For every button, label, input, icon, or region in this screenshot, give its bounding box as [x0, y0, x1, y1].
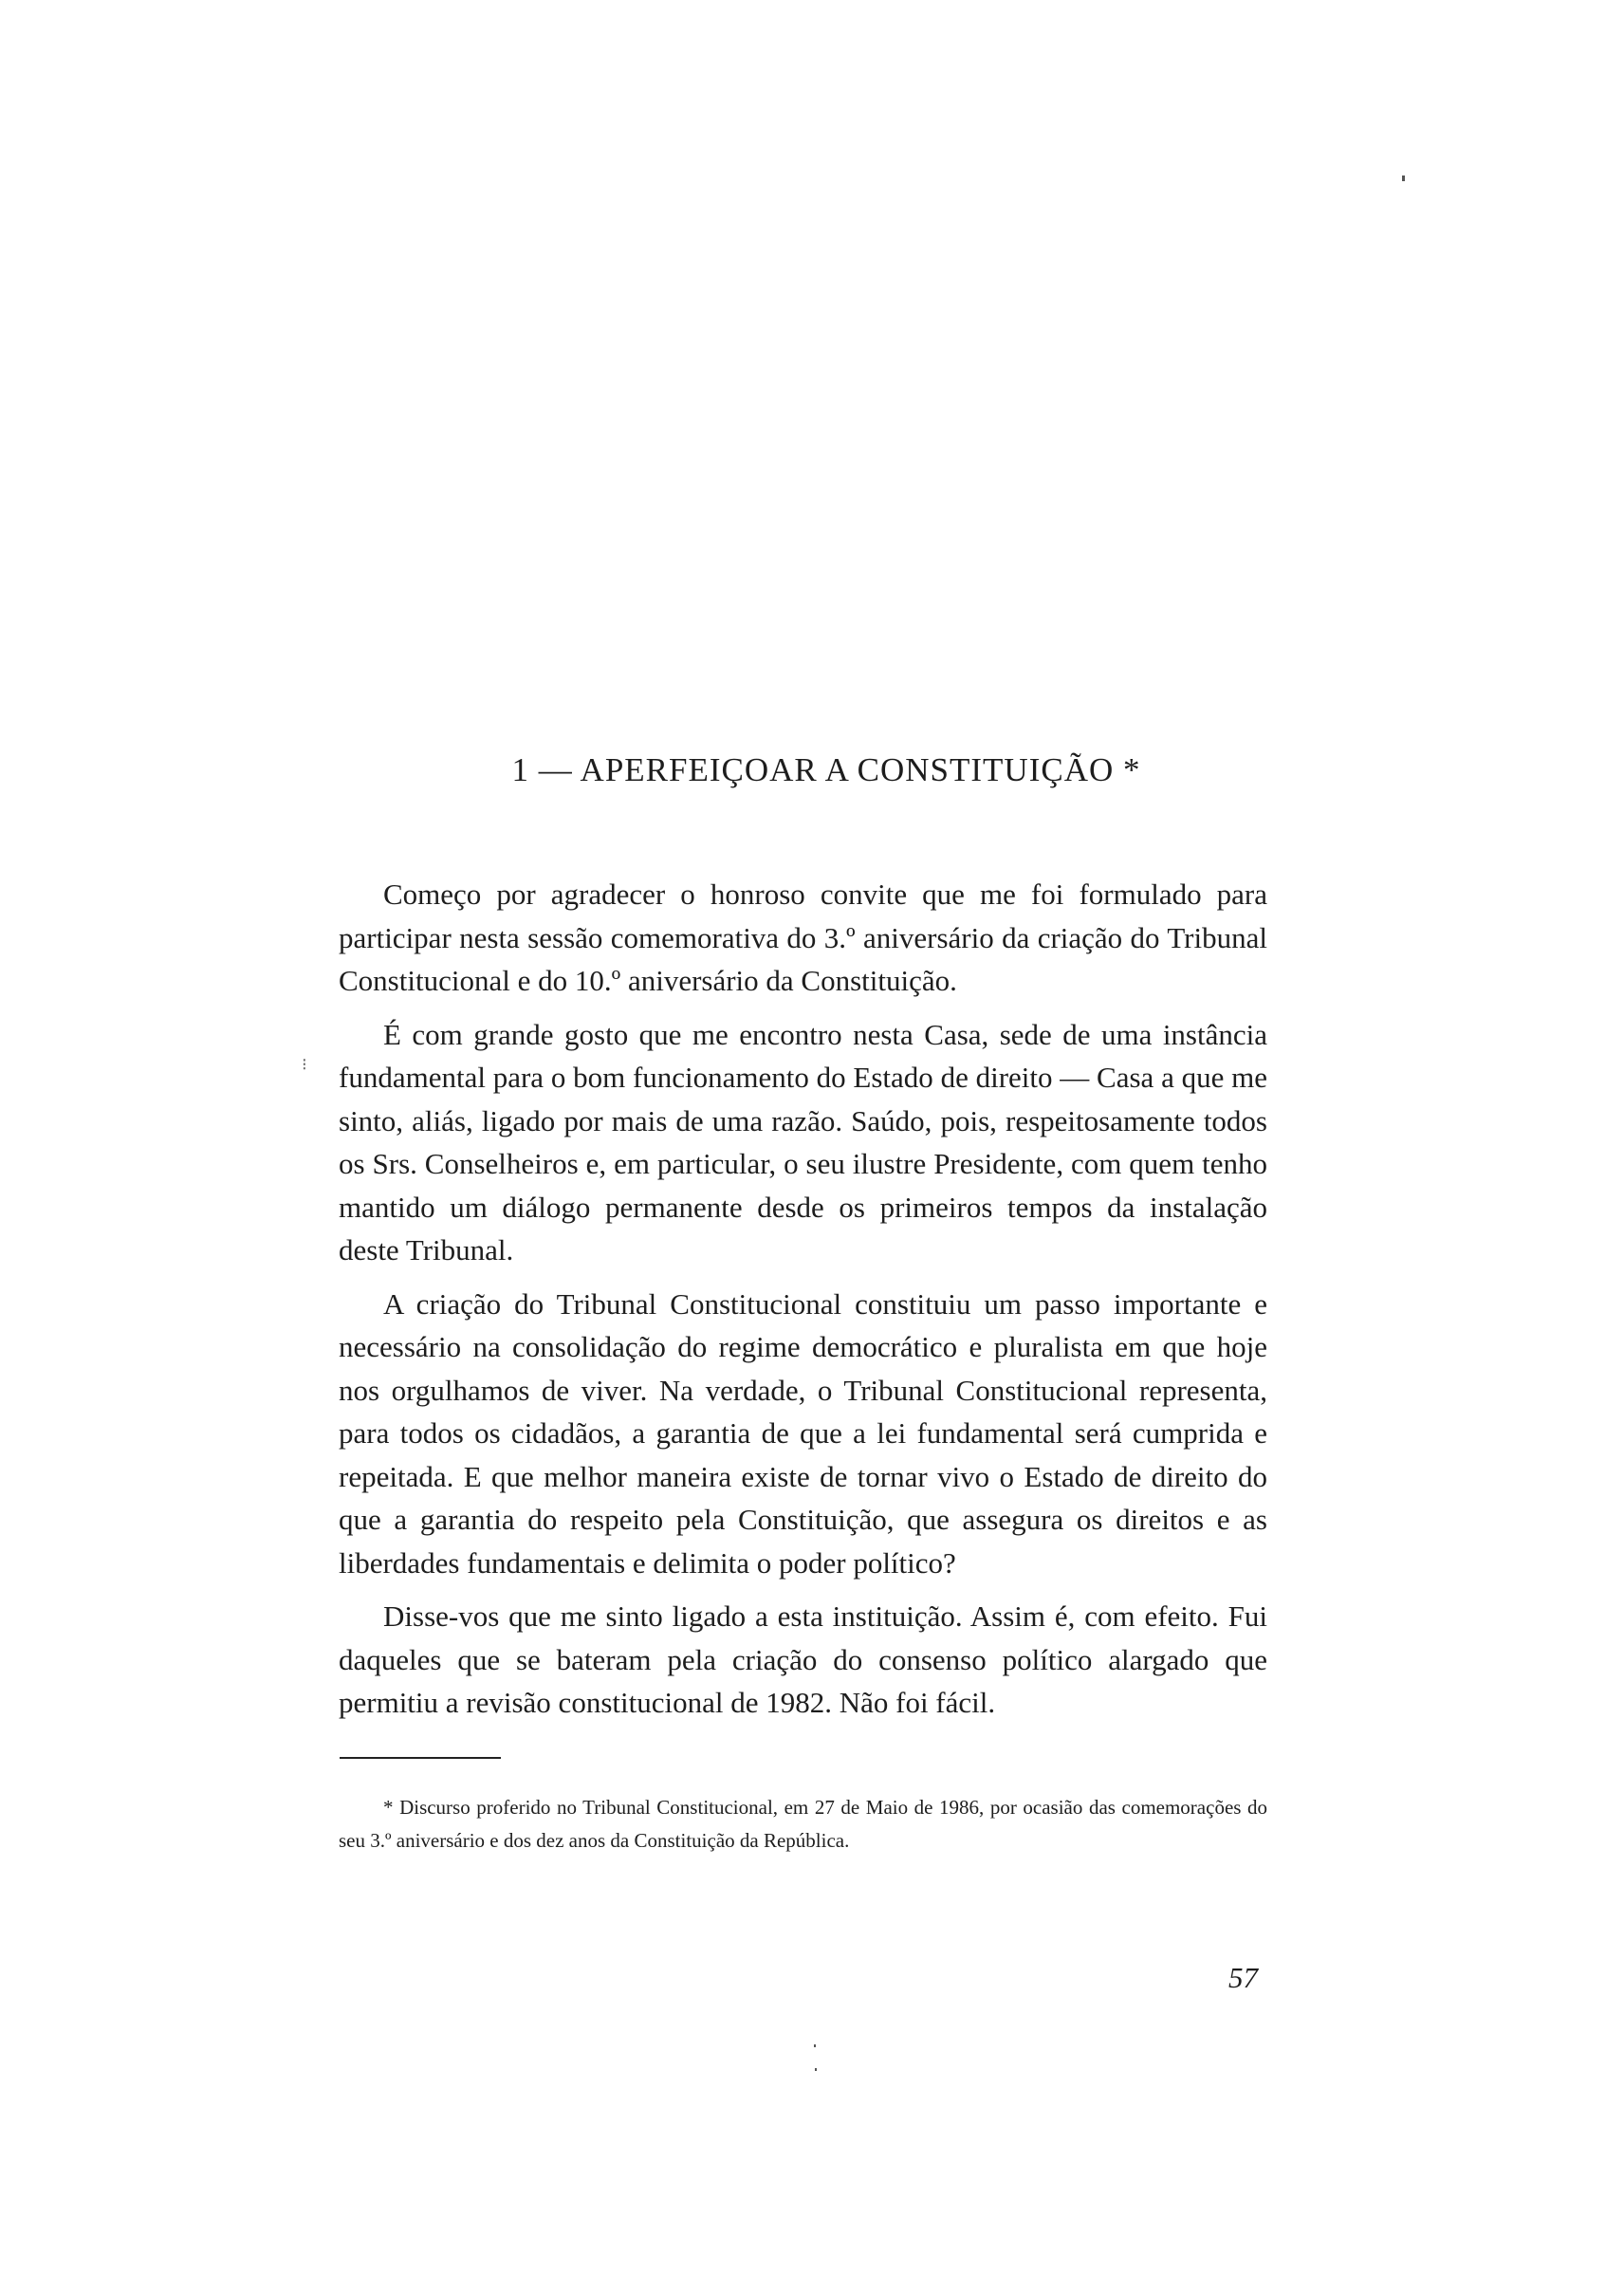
paragraph: É com grande gosto que me encontro nesta Casa, sede de uma instância fundamental para o bom funcionamento do Estado de direito — Casa a que me sinto, aliás, ligado por mais de uma razão. Saúdo, pois, respeitosamente todos os Srs. Conselheiros e, em particular, o seu ilustre Presidente, com quem tenho mantido um diálogo permanente desde os primeiros tempos da instalação deste Tribunal. [339, 1017, 1267, 1266]
paragraph: Disse-vos que me sinto ligado a esta instituição. Assim é, com efeito. Fui daqueles que se bateram pela criação do consenso político alargado que permitiu a revisão constitucional de 1982. Não foi fácil. [339, 1599, 1267, 1719]
scan-speck [1402, 176, 1405, 181]
footnote: * Discurso proferido no Tribunal Constitucional, em 27 de Maio de 1986, por ocasião das comemorações do seu 3.º aniversário e dos dez anos da Constituição da República. [339, 1796, 1267, 1852]
scan-speck [815, 2068, 817, 2071]
footnote-separator [340, 1757, 501, 1759]
scan-speck [814, 2044, 816, 2047]
paragraph: A criação do Tribunal Constitucional constituiu um passo importante e necessário na consolidação do regime democrático e pluralista em que hoje nos orgulhamos de viver. Na verdade, o Tribunal Constitucional representa, para todos os cidadãos, a garantia de que a lei fundamental será cumprida e repeitada. E que melhor maneira existe de tornar vivo o Estado de direito do que a garantia do respeito pela Constituição, que assegura os direitos e as liberdades fundamentais e delimita o poder político? [339, 1286, 1267, 1580]
page-number: 57 [1228, 1961, 1258, 1994]
margin-mark: ⁝ [302, 1055, 307, 1074]
chapter-heading: 1 — APERFEIÇOAR A CONSTITUIÇÃO * [511, 751, 1141, 788]
paragraph: Começo por agradecer o honroso convite que me foi formulado para participar nesta sessão comemorativa do 3.º aniversário da criação do Tribunal Constitucional e do 10.º aniversário da Constituição. [339, 878, 1267, 997]
body-text [339, 873, 1267, 1735]
